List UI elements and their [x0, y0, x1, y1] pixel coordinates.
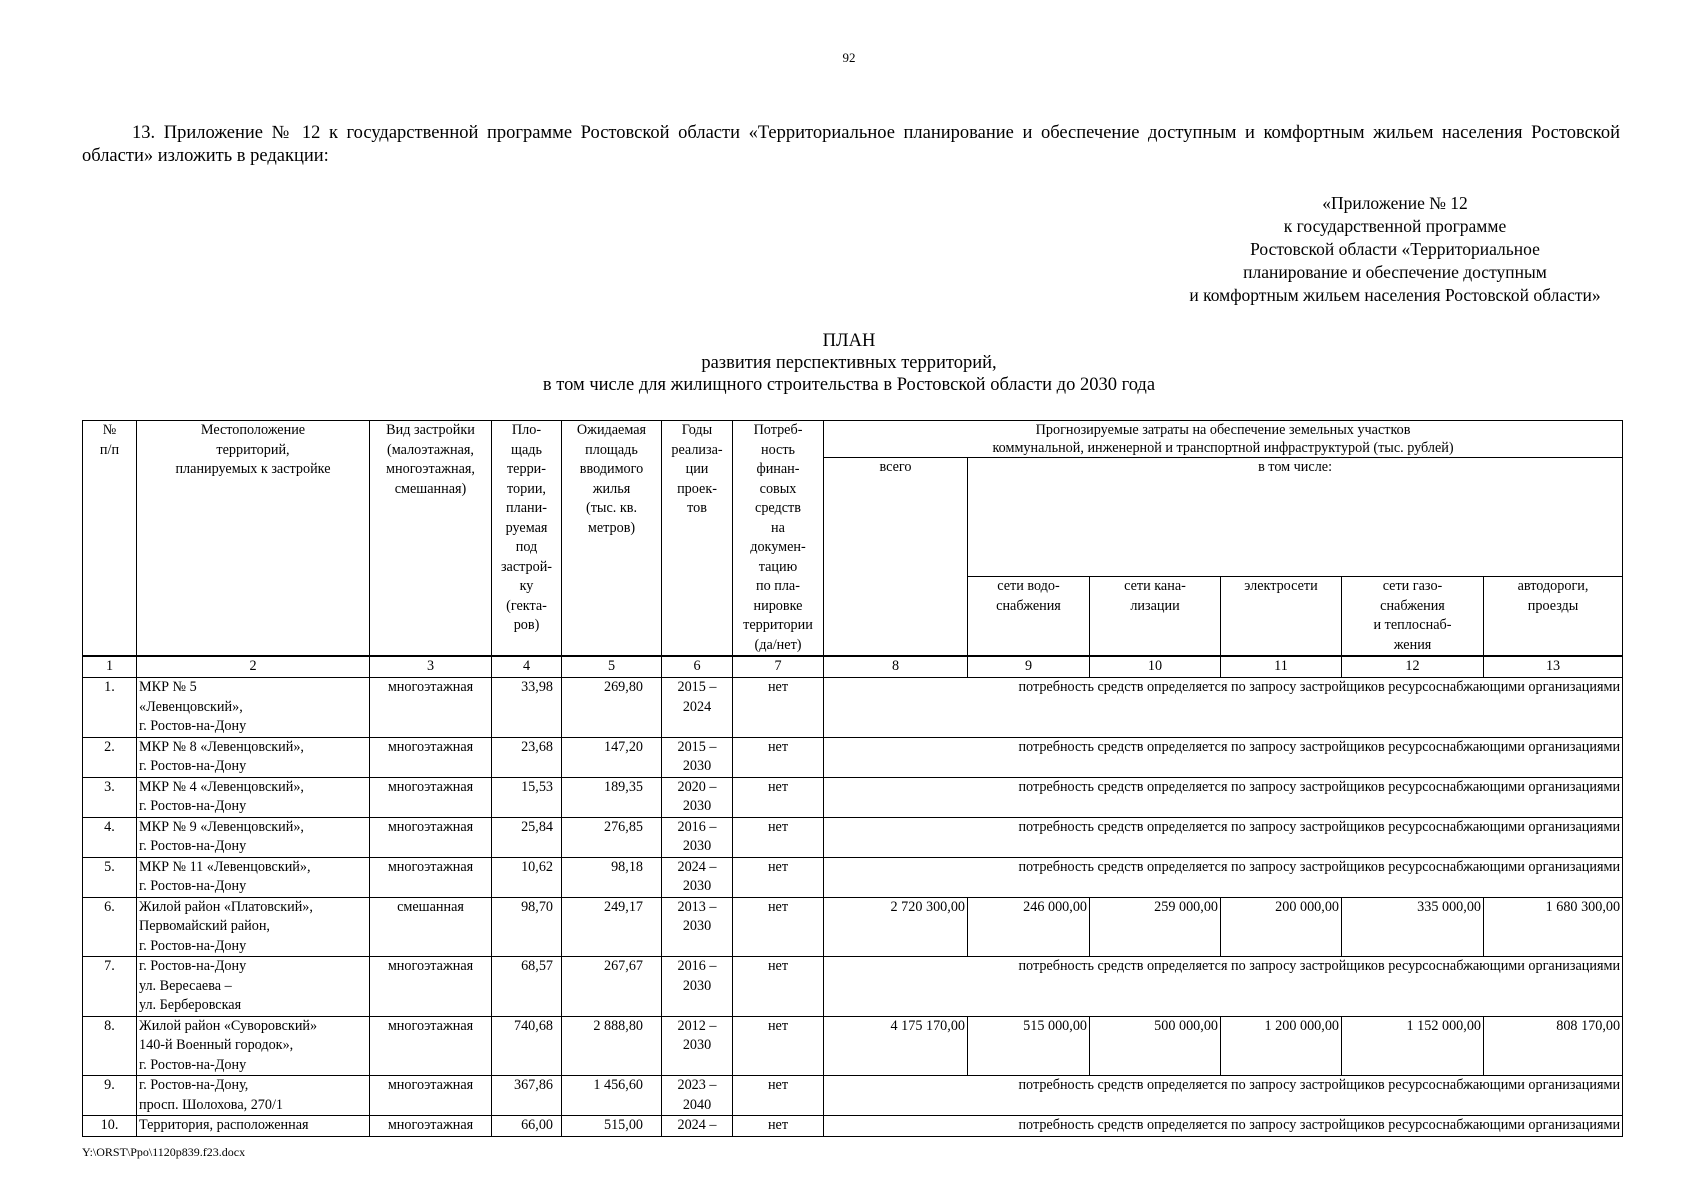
row-location: Жилой район «Суворовский» 140-й Военный городок», г. Ростов-на-Дону	[137, 1016, 370, 1076]
header-electric: электросети	[1221, 577, 1342, 657]
header-need: Потреб- ность финан- совых средств на докумен- тацию по пла- нировке территории (да/нет)	[733, 421, 824, 657]
row-need: нет	[733, 957, 824, 1017]
row-cost-total: 4 175 170,00	[824, 1016, 968, 1076]
row-cost-electric: 200 000,00	[1221, 897, 1342, 957]
header-row	[83, 421, 1623, 458]
row-housing: 189,35	[562, 777, 662, 817]
appendix-line: Ростовской области «Территориальное	[1250, 239, 1540, 259]
plan-title: ПЛАН	[822, 331, 876, 351]
row-number: 6.	[83, 897, 137, 957]
row-cost-roads: 1 680 300,00	[1484, 897, 1623, 957]
row-type: многоэтажная	[370, 737, 492, 777]
header-costs-group: Прогнозируемые затраты на обеспечение земельных участков коммунальной, инженерной и транспортной инфраструктурой (тыс. рублей)	[824, 421, 1623, 458]
row-cost-note: потребность средств определяется по запросу застройщиков ресурсоснабжающими организациями	[824, 678, 1623, 738]
row-number: 5.	[83, 857, 137, 897]
row-need: нет	[733, 857, 824, 897]
header-type: Вид застройки (малоэтажная, многоэтажная, смешанная)	[370, 421, 492, 657]
row-cost-total: 2 720 300,00	[824, 897, 968, 957]
row-years: 2024 – 2030	[662, 857, 733, 897]
column-number: 2	[137, 656, 370, 678]
header-water: сети водо- снабжения	[968, 577, 1090, 657]
row-housing: 249,17	[562, 897, 662, 957]
row-need: нет	[733, 897, 824, 957]
row-housing: 147,20	[562, 737, 662, 777]
row-cost-water: 515 000,00	[968, 1016, 1090, 1076]
row-location: МКР № 8 «Левенцовский», г. Ростов-на-Дону	[137, 737, 370, 777]
row-housing: 276,85	[562, 817, 662, 857]
table-row	[83, 777, 1623, 817]
table-row	[83, 1076, 1623, 1116]
row-cost-water: 246 000,00	[968, 897, 1090, 957]
row-location: г. Ростов-на-Дону, просп. Шолохова, 270/1	[137, 1076, 370, 1116]
row-cost-sewer: 500 000,00	[1090, 1016, 1221, 1076]
row-location: МКР № 5 «Левенцовский», г. Ростов-на-Дону	[137, 678, 370, 738]
row-cost-gas: 1 152 000,00	[1342, 1016, 1484, 1076]
page-number: 92	[842, 50, 856, 65]
row-area: 68,57	[492, 957, 562, 1017]
file-path-footer: Y:\ORST\Ppo\1120p839.f23.docx	[82, 1145, 246, 1159]
column-numbers-row	[83, 656, 1623, 678]
row-number: 8.	[83, 1016, 137, 1076]
column-number: 1	[83, 656, 137, 678]
row-location: МКР № 4 «Левенцовский», г. Ростов-на-Дону	[137, 777, 370, 817]
row-cost-note: потребность средств определяется по запросу застройщиков ресурсоснабжающими организациями	[824, 777, 1623, 817]
row-area: 98,70	[492, 897, 562, 957]
row-number: 1.	[83, 678, 137, 738]
row-need: нет	[733, 1016, 824, 1076]
appendix-line: «Приложение № 12	[1322, 193, 1468, 213]
row-cost-note: потребность средств определяется по запросу застройщиков ресурсоснабжающими организациями	[824, 1076, 1623, 1116]
row-number: 4.	[83, 817, 137, 857]
column-number: 6	[662, 656, 733, 678]
row-cost-sewer: 259 000,00	[1090, 897, 1221, 957]
table-row	[83, 678, 1623, 738]
row-years: 2016 – 2030	[662, 957, 733, 1017]
row-type: многоэтажная	[370, 1116, 492, 1137]
column-number: 8	[824, 656, 968, 678]
plan-title-block	[0, 330, 1698, 396]
row-cost-note: потребность средств определяется по запросу застройщиков ресурсоснабжающими организациями	[824, 857, 1623, 897]
appendix-line: и комфортным жильем населения Ростовской области»	[1189, 285, 1601, 305]
column-number: 5	[562, 656, 662, 678]
row-need: нет	[733, 678, 824, 738]
row-type: многоэтажная	[370, 777, 492, 817]
row-area: 15,53	[492, 777, 562, 817]
row-cost-electric: 1 200 000,00	[1221, 1016, 1342, 1076]
row-need: нет	[733, 737, 824, 777]
column-number: 12	[1342, 656, 1484, 678]
row-housing: 1 456,60	[562, 1076, 662, 1116]
row-years: 2015 – 2024	[662, 678, 733, 738]
row-cost-note: потребность средств определяется по запросу застройщиков ресурсоснабжающими организациями	[824, 817, 1623, 857]
row-type: многоэтажная	[370, 957, 492, 1017]
row-cost-roads: 808 170,00	[1484, 1016, 1623, 1076]
row-need: нет	[733, 1076, 824, 1116]
appendix-note	[1125, 192, 1665, 307]
row-years: 2013 – 2030	[662, 897, 733, 957]
header-years: Годы реализа- ции проек- тов	[662, 421, 733, 657]
row-location: Территория, расположенная	[137, 1116, 370, 1137]
table-row	[83, 737, 1623, 777]
row-location: МКР № 11 «Левенцовский», г. Ростов-на-Дону	[137, 857, 370, 897]
row-housing: 515,00	[562, 1116, 662, 1137]
row-location: МКР № 9 «Левенцовский», г. Ростов-на-Дону	[137, 817, 370, 857]
row-cost-note: потребность средств определяется по запросу застройщиков ресурсоснабжающими организациями	[824, 1116, 1623, 1137]
header-housing: Ожидаемая площадь вводимого жилья (тыс. кв. метров)	[562, 421, 662, 657]
row-type: многоэтажная	[370, 1016, 492, 1076]
row-type: многоэтажная	[370, 817, 492, 857]
row-need: нет	[733, 777, 824, 817]
row-cost-note: потребность средств определяется по запросу застройщиков ресурсоснабжающими организациями	[824, 737, 1623, 777]
row-need: нет	[733, 1116, 824, 1137]
column-number: 7	[733, 656, 824, 678]
column-number: 4	[492, 656, 562, 678]
plan-table	[82, 420, 1623, 1137]
appendix-line: планирование и обеспечение доступным	[1243, 262, 1547, 282]
row-years: 2015 – 2030	[662, 737, 733, 777]
header-sewer: сети кана- лизации	[1090, 577, 1221, 657]
header-gas: сети газо- снабжения и теплоснаб- жения	[1342, 577, 1484, 657]
row-area: 740,68	[492, 1016, 562, 1076]
row-type: многоэтажная	[370, 1076, 492, 1116]
table-row	[83, 857, 1623, 897]
row-number: 7.	[83, 957, 137, 1017]
header-area: Пло- щадь терри- тории, плани- руемая под застрой- ку (гекта- ров)	[492, 421, 562, 657]
row-years: 2023 – 2040	[662, 1076, 733, 1116]
row-area: 23,68	[492, 737, 562, 777]
column-number: 10	[1090, 656, 1221, 678]
plan-subtitle: в том числе для жилищного строительства в Ростовской области до 2030 года	[542, 375, 1156, 395]
column-number: 11	[1221, 656, 1342, 678]
row-years: 2016 – 2030	[662, 817, 733, 857]
row-number: 9.	[83, 1076, 137, 1116]
header-roads: автодороги, проезды	[1484, 577, 1623, 657]
row-years: 2012 – 2030	[662, 1016, 733, 1076]
row-area: 25,84	[492, 817, 562, 857]
table-row	[83, 897, 1623, 957]
table-row	[83, 817, 1623, 857]
header-total: всего	[824, 458, 968, 657]
row-housing: 269,80	[562, 678, 662, 738]
row-housing: 267,67	[562, 957, 662, 1017]
plan-subtitle: развития перспективных территорий,	[701, 353, 997, 373]
header-num: № п/п	[83, 421, 137, 657]
row-cost-gas: 335 000,00	[1342, 897, 1484, 957]
row-type: смешанная	[370, 897, 492, 957]
row-housing: 98,18	[562, 857, 662, 897]
column-number: 13	[1484, 656, 1623, 678]
row-housing: 2 888,80	[562, 1016, 662, 1076]
row-number: 10.	[83, 1116, 137, 1137]
table-row	[83, 957, 1623, 1017]
row-number: 3.	[83, 777, 137, 817]
table-row	[83, 1116, 1623, 1137]
row-years: 2020 – 2030	[662, 777, 733, 817]
row-area: 10,62	[492, 857, 562, 897]
row-type: многоэтажная	[370, 857, 492, 897]
row-type: многоэтажная	[370, 678, 492, 738]
row-area: 367,86	[492, 1076, 562, 1116]
row-cost-note: потребность средств определяется по запросу застройщиков ресурсоснабжающими организациями	[824, 957, 1623, 1017]
column-number: 3	[370, 656, 492, 678]
row-area: 33,98	[492, 678, 562, 738]
appendix-line: к государственной программе	[1283, 216, 1507, 236]
row-need: нет	[733, 817, 824, 857]
row-location: Жилой район «Платовский», Первомайский район, г. Ростов-на-Дону	[137, 897, 370, 957]
column-number: 9	[968, 656, 1090, 678]
row-years: 2024 –	[662, 1116, 733, 1137]
intro-paragraph: 13. Приложение № 12 к государственной программе Ростовской области «Территориальное планирование и обеспечение доступным и комфортным жильем населения Ростовской области» изложить в редакции:	[82, 123, 1620, 166]
row-area: 66,00	[492, 1116, 562, 1137]
row-number: 2.	[83, 737, 137, 777]
header-location: Местоположение территорий, планируемых к застройке	[137, 421, 370, 657]
header-including: в том числе:	[968, 458, 1623, 577]
table-row	[83, 1016, 1623, 1076]
row-location: г. Ростов-на-Дону ул. Вересаева – ул. Берберовская	[137, 957, 370, 1017]
